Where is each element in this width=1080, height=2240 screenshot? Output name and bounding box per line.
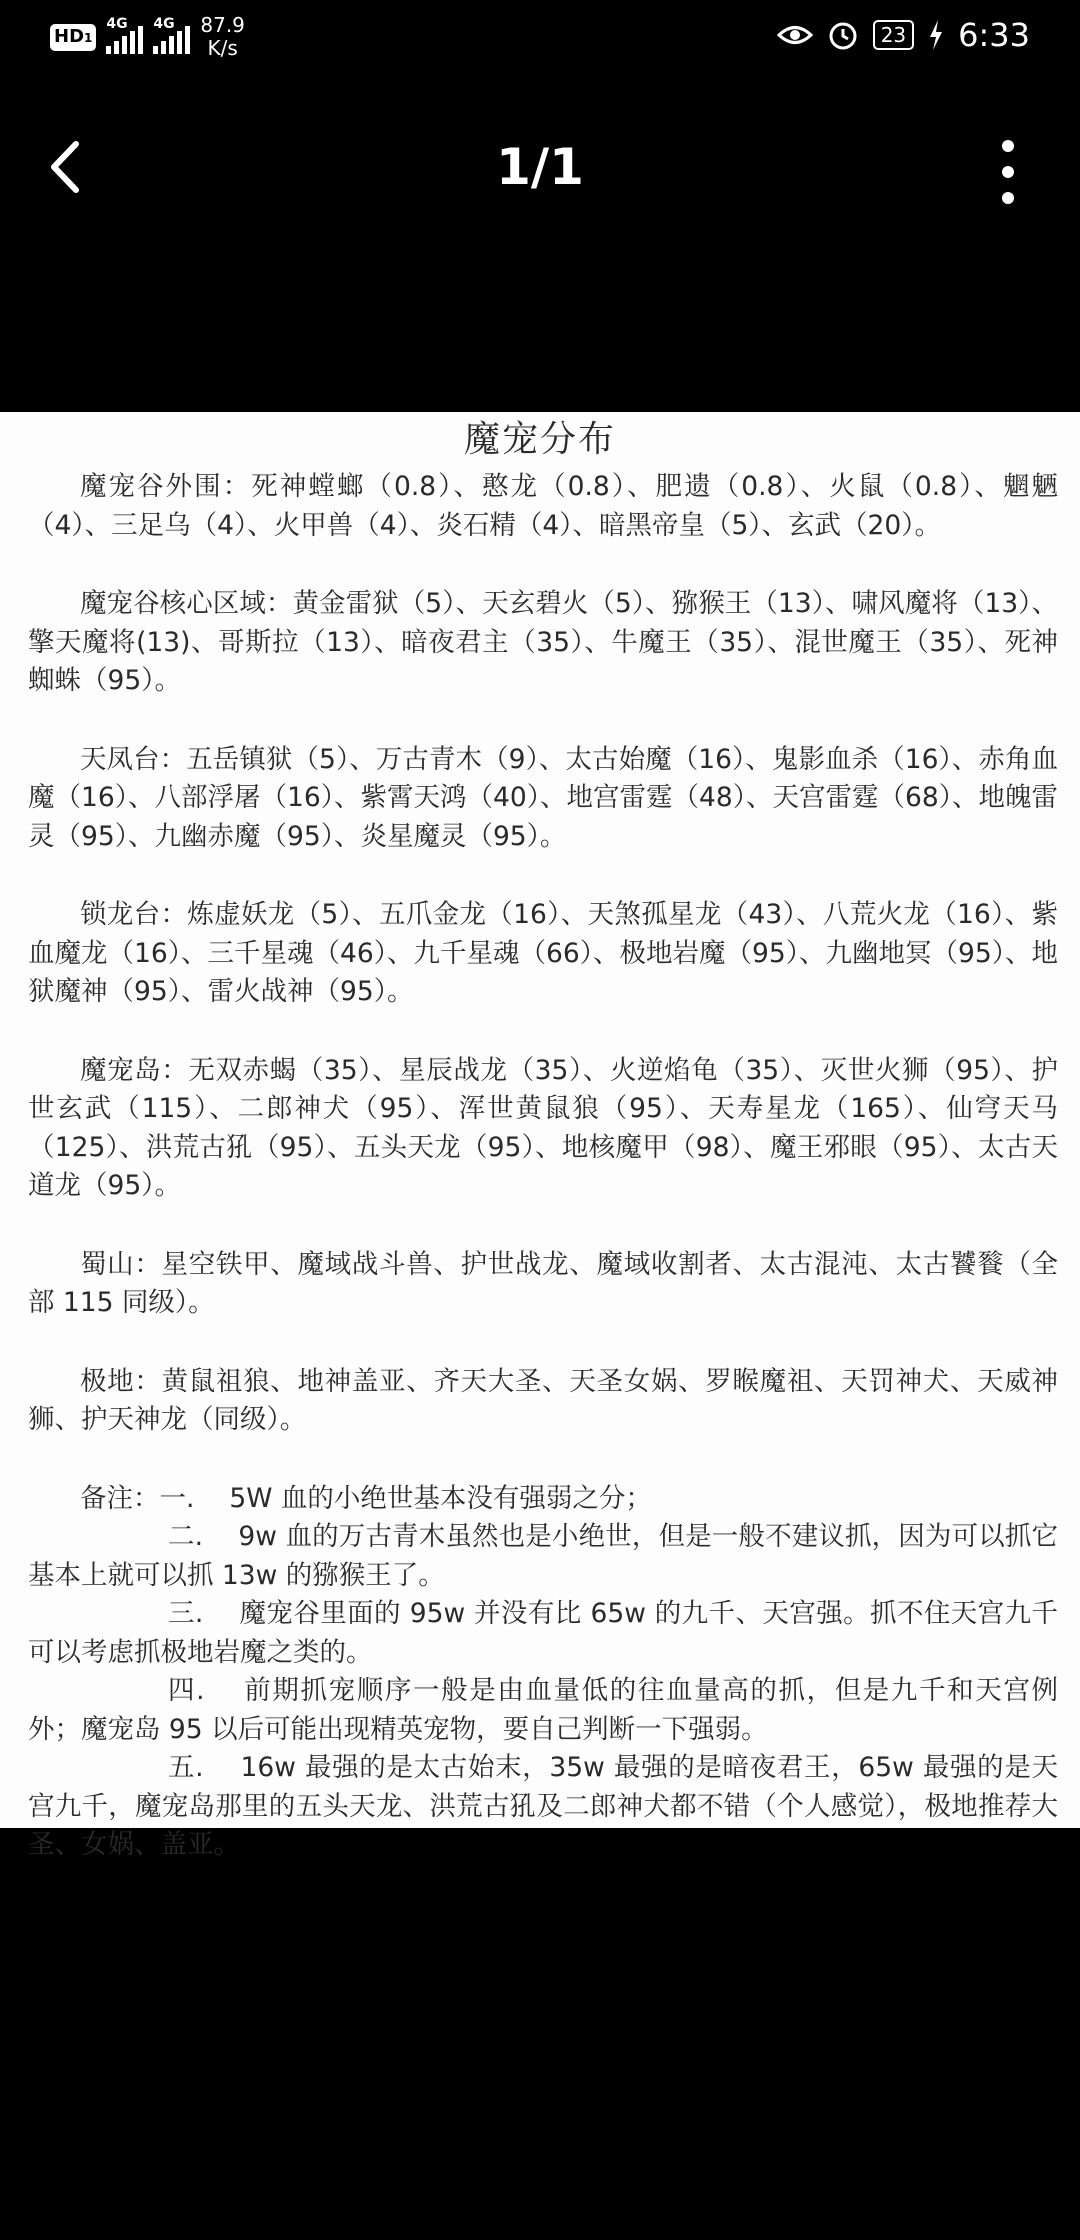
hd-voice-icon xyxy=(50,24,96,51)
more-dot-icon xyxy=(1002,192,1014,204)
clock: 6:33 xyxy=(958,16,1030,54)
paragraph-phoenix-platform: 天凤台：五岳镇狱（5）、万古青木（9）、太古始魔（16）、鬼影血杀（16）、赤角血魔（16）、八部浮屠（16）、紫霄天鸿（40）、地宫雷霆（48）、天宫雷霆（68）、地魄雷灵（95）、九幽赤魔（95）、炎星魔灵（95）。 xyxy=(28,743,1058,852)
note-5: 五. 16w 最强的是太古始末，35w 最强的是暗夜君王，65w 最强的是天宫九千，魔宠岛那里的五头天龙、洪荒古犼及二郎神犬都不错（个人感觉），极地推荐大圣、女娲、盖亚。 xyxy=(28,1752,1058,1860)
network-speed xyxy=(200,14,245,60)
hd-label: HD xyxy=(54,25,85,47)
notes-section xyxy=(28,1480,1058,1865)
document-body xyxy=(0,468,1080,1865)
more-dot-icon xyxy=(1002,166,1014,178)
paragraph-shushan: 蜀山：星空铁甲、魔域战斗兽、护世战龙、魔域收割者、太古混沌、太古饕餮（全部 115 同级）。 xyxy=(28,1248,1058,1318)
charging-icon xyxy=(928,20,944,50)
more-options-button[interactable] xyxy=(996,140,1020,200)
status-bar xyxy=(0,0,1080,80)
paragraph-pet-island: 魔宠岛：无双赤蝎（35）、星辰战龙（35）、火逆焰龟（35）、灭世火狮（95）、护世玄武（115）、二郎神犬（95）、浑世黄鼠狼（95）、天寿星龙（165）、仙穹天马（125）、洪荒古犼（95）、五头天龙（95）、地核魔甲（98）、魔王邪眼（95）、太古天道龙（95）。 xyxy=(28,1054,1058,1201)
bottom-area xyxy=(0,2140,1080,2240)
paragraph-outer-valley: 魔宠谷外围：死神螳螂（0.8）、憨龙（0.8）、肥遗（0.8）、火鼠（0.8）、魍魉（4）、三足乌（4）、火甲兽（4）、炎石精（4）、暗黑帝皇（5）、玄武（20）。 xyxy=(28,471,1058,541)
signal-strength-icon-sim1 xyxy=(106,16,143,54)
status-left xyxy=(50,14,245,60)
more-dot-icon xyxy=(1002,140,1014,152)
paragraph-polar: 极地：黄鼠祖狼、地神盖亚、齐天大圣、天圣女娲、罗睺魔祖、天罚神犬、天威神狮、护天神龙（同级）。 xyxy=(28,1365,1058,1435)
sim1-network-label: 4G xyxy=(106,16,128,32)
network-speed-unit: K/s xyxy=(207,36,238,60)
status-right xyxy=(777,16,1030,54)
alarm-icon xyxy=(827,19,859,51)
hd-sub-label: 1 xyxy=(84,30,93,45)
paragraph-dragon-lock-platform: 锁龙台：炼虚妖龙（5）、五爪金龙（16）、天煞孤星龙（43）、八荒火龙（16）、紫血魔龙（16）、三千星魂（46）、九千星魂（66）、极地岩魔（95）、九幽地冥（95）、地狱魔神（95）、雷火战神（95）。 xyxy=(28,899,1058,1007)
sim2-network-label: 4G xyxy=(153,16,175,32)
paragraph-valley-core: 魔宠谷核心区域：黄金雷狱（5）、天玄碧火（5）、猕猴王（13）、啸风魔将（13）、擎天魔将(13)、哥斯拉（13）、暗夜君主（35）、牛魔王（35）、混世魔王（35）、死神蜘蛛（95）。 xyxy=(28,588,1058,696)
document-image[interactable] xyxy=(0,412,1080,1860)
top-app-bar xyxy=(0,110,1080,220)
page-counter: 1/1 xyxy=(496,138,584,196)
note-4: 四. 前期抓宠顺序一般是由血量低的往血量高的抓，但是九千和天宫例外；魔宠岛 95 以后可能出现精英宠物，要自己判断一下强弱。 xyxy=(28,1675,1058,1745)
battery-level: 23 xyxy=(873,20,914,50)
network-speed-value: 87.9 xyxy=(200,13,245,37)
eye-comfort-icon xyxy=(777,20,813,50)
note-3: 三. 魔宠谷里面的 95w 并没有比 65w 的九千、天宫强。抓不住天宫九千可以考虑抓极地岩魔之类的。 xyxy=(28,1598,1058,1668)
signal-strength-icon-sim2 xyxy=(153,16,190,54)
note-1: 备注：一. 5W 血的小绝世基本没有强弱之分； xyxy=(80,1482,652,1514)
note-2: 二. 9w 血的万古青木虽然也是小绝世，但是一般不建议抓，因为可以抓它基本上就可以抓 13w 的猕猴王了。 xyxy=(28,1521,1058,1591)
document-title: 魔宠分布 xyxy=(463,419,616,460)
